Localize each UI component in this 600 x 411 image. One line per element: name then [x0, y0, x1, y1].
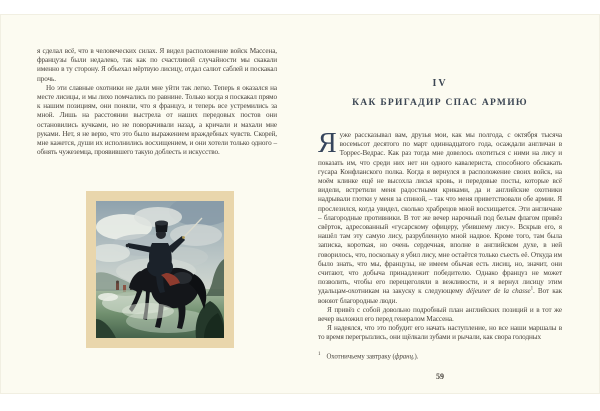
- chapter-title: КАК БРИГАДИР СПАС АРМИЮ: [352, 98, 528, 108]
- paragraph: Я привёз с собой довольно подробный план английских позиций и в тот же вечер выложил его перед генералом Массена.: [318, 305, 562, 324]
- paragraph: Но эти славные охотники не дали мне уйти так легко. Теперь я оказался на месте лисицы, и мы лихо помчались по равнине. Только когда я поскакал прямо к нашим позициям, они поняли, что я француз, и теперь все устремились за мной. Лишь на расстоянии выстрела от наших передовых постов они остановились кучками, но не поворачивали назад, а кричали и махали мне руками. Нет, я не верю, что это было выражением враждебных чувств. Скорей, мне кажется, души их исполнились восхищением, и они хотели только одного – обнять чужеземца, проявившего такую доблесть и искусство.: [37, 83, 277, 157]
- chapter-number: IV: [432, 78, 448, 89]
- right-page: [318, 14, 562, 381]
- footnote-language-label: франц.: [394, 352, 415, 360]
- book-spread: [0, 14, 600, 394]
- paragraph: Я надеялся, что это побудит его начать наступление, но все наши маршалы в то время перегрызлись, они щёлкали зубами и рычали, как свора голодных: [318, 324, 562, 342]
- page-number: 59: [436, 371, 444, 381]
- footnote-marker: 1: [318, 351, 321, 357]
- right-page-text: [318, 128, 562, 343]
- french-phrase: déjeuner de la chasse: [466, 287, 531, 296]
- paragraph-with-dropcap: [318, 128, 562, 306]
- hussar-illustration: [96, 201, 224, 338]
- footnote: [318, 351, 562, 362]
- footnote-reference: 1: [530, 287, 534, 293]
- illustration-frame: [86, 191, 234, 348]
- paragraph-text: уже рассказывал вам, друзья мои, как мы полгода, с октября тысяча восемьсот десятого по март одиннадцатого года, осаждали англичан в Торрес-Ведрас. Как раз тогда мне довелось охотиться с ними на лису и показать им, что среди них нет ни одного кавалериста, способного обскакать гусара Конфланского полка. Когда я вернулся в расположение своих войск, на моём клинке ещё не высохла лисья кровь, и передовые посты, которые всё видели, встретили меня радостными криками, да и английские охотники надрывали глотки у меня за спиной, – так что меня приветствовали обе армии. Я прослезился, когда увидел, сколько храбрецов мной восхищается. Эти англичане – благородные противники. В тот же вечер нарочный под белым флагом привёз свёрток, адресованный «гусарскому офицеру, убившему лису». Вскрыв его, я нашёл там эту самую лису, разрубленную мной надвое. Кроме того, там была записка, короткая, но очень сердечная, вполне в английском духе, в ней говорилось, что, поскольку я убил лису, мне остаётся только съесть её. Откуда им было знать, что мы, французы, не имеем обычая есть лисиц, но, значит, они считают, что добыча принадлежит победителю. Однако француз не может позволить, чтобы его перещеголяли в вежливости, и я вернул лисицу этим удальцам-охотникам на закуску к следующему: [318, 131, 562, 296]
- footnote-closing: ).: [414, 352, 419, 360]
- drop-cap: Я: [318, 128, 337, 159]
- paragraph: я сделал всё, что в человеческих силах. Я видел расположение войск Массена, французы были недалеко, так как по счастливой случайности мы скакали именно в ту сторону. Я объехал мёртвую лисицу, отдал салют саблей и поскакал прочь.: [37, 47, 277, 83]
- paragraph-text: . Вот как воюют благородные люди.: [318, 287, 562, 305]
- left-page-text: [37, 47, 277, 157]
- footnote-text: Охотничьему завтраку (: [326, 352, 395, 360]
